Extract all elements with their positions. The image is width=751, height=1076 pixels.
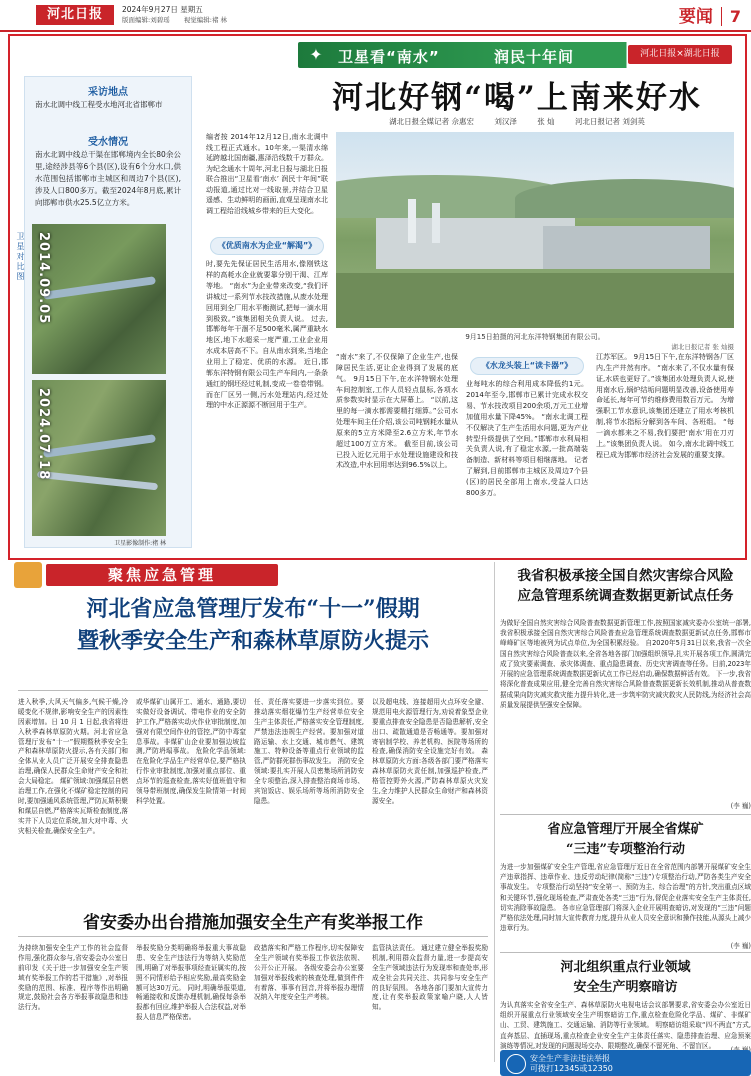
section-banner xyxy=(14,562,314,588)
article3-column-1: 为持续加强安全生产工作的社会监督作用,强化群众参与,省安委会办公室日前印发《关于进一步加强安全生产领域有奖举报工作的若干措施》,对举报奖励的范围、标准、程序等作出明确规定,鼓励社会各方举报事故隐患和违法行为。 xyxy=(18,944,128,1012)
section-title: 要闻 xyxy=(678,7,713,27)
masthead-editors xyxy=(122,15,239,24)
banner-emblem-icon xyxy=(14,562,42,588)
satellite-date-label-2: 2024.07.18 xyxy=(36,388,51,481)
sidebar-text-supply: 南水北调中线总干渠在邯郸境内全长80余公里,途经涉县等6个县(区),设有6个分水口,供水范围包括邯郸市主城区和周边7个县(区),涉及人口800多万。截至2024年8月底,累计向邯郸市供水25.5亿立方米。 xyxy=(35,150,181,207)
satellite-image-2014 xyxy=(32,224,166,374)
feature-column-b: “南水”来了,不仅保障了企业生产,也保障居民生活,更让企业得到了发展的底气。 9月15日下午,在水洋特钢水处理车间控制室,工作人员轻点鼠标,各项水质参数实时显示在大屏幕上。 “以前,这里的每一滴水都需要精打细算。”公司水处理车间主任介绍,该公司吨钢耗水量从原来的5立方米降至2.6立方米,年节水超过100万立方米。 截至目前,该公司已投入近亿元用于水处理设施建设和技术改造,中水回用率达到96.5%以上。 xyxy=(336,353,458,470)
feature-banner-right: 润民十年间 xyxy=(494,48,575,66)
byline-2: 刘汉泽 xyxy=(494,117,517,126)
newspaper-logo: 河北日报 xyxy=(36,5,114,25)
banner-ribbon xyxy=(46,564,278,586)
feature-photo-caption: 9月15日拍摄的河北东洋特钢集团有限公司。 xyxy=(465,333,605,341)
section-title-block xyxy=(679,2,741,27)
feature-column-c-text: 业每吨水的综合利用成本降低约1元。 2014年至今,邯郸市已累计完成水权交易、节水技改项目200余项,万元工业增加值用水量下降45%。 “南水北调工程不仅解决了生产生活用水问题,更为产业转型升级提供了空间。”邯郸市水利局相关负责人说,有了稳定水源,一批高端装备制造、新材料等项目相继落地。 记者了解到,目前邯郸市主城区及周边7个县(区)的居民全部用上南水,受益人口达800多万。 xyxy=(466,380,588,497)
megaphone-icon xyxy=(506,1054,526,1074)
right-divider-1 xyxy=(500,814,751,815)
byline-3: 张 灿 xyxy=(537,117,555,126)
byline-1: 湖北日报全媒记者 佘惠宏 xyxy=(389,117,474,126)
masthead-date: 2024年9月27日 星期五 xyxy=(122,5,203,14)
feature-photo xyxy=(336,132,734,328)
right-divider-2 xyxy=(500,952,751,953)
column-divider xyxy=(494,562,495,1062)
feature-byline xyxy=(298,116,736,127)
right-article3-headline-line2: 安全生产明察暗访 xyxy=(573,979,678,995)
feature-column-a xyxy=(206,232,328,544)
hotline-line2: 可拨打12345或12350 xyxy=(530,1064,613,1073)
feature-photo-credit: 湖北日报记者 张 灿摄 xyxy=(671,343,734,351)
feature-subhead-1: 《优质南水为企业“解渴”》 xyxy=(210,237,324,255)
right-article1-body: 为做好全国自然灾害综合风险普查数据更新管理工作,按照国家减灾委办公室统一部署,我省积极承接全国自然灾害综合风险普查应急管理系统调查数据更新试点任务,邯郸市峰峰矿区等地被列为试点单位,为全国积累经验。 自2020年5月31日以来,我省一次全国自然灾害综合风险普查以来,全省各地各部门加强组织领导,扎实开展各项工作,圆满完成了致灾要素调查、承灾体调查、重点隐患调查、历史灾害调查等任务。目前,2023年开展的应急管理系统调查数据更新试点工作已经启动,确保数据鲜活有效。 下一步,我省将深化普查成果应用,健全完善自然灾害综合风险普查数据更新长效机制,推动从普查数据成果向防灾减灾救灾能力提升转化,进一步筑牢防灾减灾救灾人民防线,为经济社会高质量发展提供坚强安全保障。 xyxy=(500,619,751,709)
right-article1-headline-line1: 我省积极承接全国自然灾害综合风险 xyxy=(517,568,734,584)
article2-headline-line2: 暨秋季安全生产和森林草原防火提示 xyxy=(76,627,429,654)
sidebar-text-location: 南水北调中线工程受水地河北省邯郸市 xyxy=(35,100,163,109)
right-article3-body: 为认真落实全省安全生产、森林草原防火电视电话会议部署要求,省安委会办公室近日组织开展重点行业领域安全生产明察暗访工作,重点检查危险化学品、煤矿、非煤矿山、工贸、建筑施工、交通运输、消防等行业领域。 明察暗访组采取“四不两直”方式,直奔基层、直插现场,重点检查企业安全生产主体责任落实、隐患排查治理、应急预案演练等情况,对发现的问题现场交办、限期整改,确保不留死角、不留盲区。 xyxy=(500,1001,751,1050)
right-article1-headline xyxy=(500,566,751,607)
page-number: 7 xyxy=(721,7,741,26)
visual-editor: 视觉编辑:褚 林 xyxy=(183,16,228,24)
feature-headline: 河北好钢“喝”上南来好水 xyxy=(332,80,702,116)
feature-column-a-text: 时,要先先保证居民生活用水,像刚铁这样的高耗水企业就要靠分别干渴、江库等地。 “南水”为企业带来改变,“我们评讲城过一系列节水技改措施,从废水处理回用到全厂用水平衡测试,把每一滴水用到极致。”该集团相关负责人说。 过去,邯郸每年干涸不足500毫米,属严重缺水地区,地下水超采一度严重,工业企业用水成本居高不下。自从南水到来,当地企业用上了稳定、优质的水源。 近日,邯郸东洋特钢有限公司生产车间内,一条条通红的钢坯经过轧制,变成一卷卷带钢。而在厂区另一侧,污水处理站内,经过处理的中水正源源不断回用于生产。 xyxy=(206,260,328,410)
right-article1-headline-line2: 应急管理系统调查数据更新试点任务 xyxy=(517,588,734,605)
satellite-image-pair xyxy=(32,224,166,536)
feature-banner-left: 卫星看“南水” xyxy=(338,48,440,66)
divider-2 xyxy=(18,936,488,937)
satellite-date-label-1: 2014.09.05 xyxy=(36,232,51,325)
right-article2-signature: (李 巍) xyxy=(730,942,751,950)
satellite-compare-tag: 卫星对比图 xyxy=(16,232,25,282)
right-article3-headline xyxy=(500,958,751,997)
emergency-management-section xyxy=(8,562,751,1073)
article3-column-3: 政措落实和严格工作程序,切实保障安全生产领域有奖举报工作依法依规、公开公正开展。 各级安委会办公室要加强对举报线索的核查处理,做到件件有着落、事事有回音,并将举报办理情况纳入年度安全生产考核。 xyxy=(254,944,364,1002)
article2-column-1: 进入秋季,大风天气偏多,气候干燥,冷暖变化不规律,影响安全生产的因素性因素增加。日 10 月 1 日起,我省将进入秋季森林草原防火期。河北省应急管理厅发布“十一”假期暨秋季安全生产和森林草原防火提示,各有关部门和全体从业人员广泛开展安全排查隐患治理,确保人民群众生命财产安全和社会大局稳定。 煤矿领域:加强煤层自燃治理工作,在强化不煤矿稳定控制的同时,要加强通风系统管理,严防瓦斯积聚和煤层自燃,严格落实瓦斯检查制度,落实井下人员定位系统,加大对中毒、火灾相关检查,确保安全生产。 xyxy=(18,698,128,835)
feature-subhead-2: 《水龙头装上“读卡器”》 xyxy=(470,357,584,375)
editor-note: 编者按 2014年12月12日,南水北调中线工程正式通水。10年来,一渠清水绵延跨越北国南疆,惠泽沿线数千万群众。为纪念通水十周年,河北日报与湖北日报联合推出“卫星看‘南水’ 润民十年间”联动报道,通过比对一线取景,并结合卫星遥感、生动鲜明的画面,直观呈现南水北调工程给沿线城乡带来的巨大变化。 xyxy=(206,133,328,215)
satellite-image-2024 xyxy=(32,380,166,536)
satellite-credit: 卫星影像制作:褚 林 xyxy=(114,540,166,547)
divider-1 xyxy=(18,690,488,691)
hotline-badge xyxy=(500,1050,751,1076)
page-editor: 版面编辑:刘碧瑶 xyxy=(122,16,170,24)
feature-article-box xyxy=(8,34,747,560)
sidebar-title-location: 采访地点 xyxy=(88,87,128,98)
hotline-line1: 安全生产非法违法举报 xyxy=(530,1054,610,1063)
right-article2-body: 为进一步加强煤矿安全生产管理,省应急管理厅近日在全省范围内部署开展煤矿安全生产违章指挥、违章作业、违反劳动纪律(简称“三违”)专项整治行动,严防各类生产安全事故发生。 专项整治行动坚持“安全第一、预防为主、综合治理”的方针,突出重点区域和关键环节,强化现场检查,严肃查处各类“三违”行为,督促企业落实安全生产主体责任,切实消除事故隐患。 各市应急管理部门将深入企业开展明查暗访,对发现的“三违”问题严格依法处理,同时加大宣传教育力度,提升从业人员安全意识和操作技能,从源头上减少违章行为。 xyxy=(500,863,751,933)
article2-column-4: 以及超电线、连接超用火点环安全避、规范用电火源管理行为,劝说着象型企业要重点排查安全隐患是否隐患解析,安全出口、疏散通道是否畅通等。要加强对寄宿制学校、养老机构、医院等场所的检查,确保消防安全设施完好有效。 森林草原防火方面:各级各部门要严格落实森林草原防火责任制,加强巡护检查,严格管控野外火源,严防森林草原火灾发生,全力维护人民群众生命财产和森林资源安全。 xyxy=(372,698,488,805)
article2-column-3: 任、责任落实要进一步落实到位。要推动落实烟花爆竹生产经营单位安全生产主体责任,严格落实安全管理制度,严禁违法违规生产经营。要加强对道路运输、水上交通、城市燃气、建筑施工、特种设备等重点行业领域的监管,严防群死群伤事故发生。 消防安全领域:要扎实开展人员密集场所消防安全专项整治,深入排查整治商场市场、宾馆饭店、娱乐场所等场所消防安全隐患。 xyxy=(254,698,364,805)
banner-label: 聚焦应急管理 xyxy=(107,566,216,584)
article2-headline-line1: 河北省应急管理厅发布“十一”假期 xyxy=(86,596,420,622)
article2-headline xyxy=(18,594,488,658)
masthead xyxy=(0,0,751,32)
article2-column-2: 或华煤矿山属开工、通水、通路,要切实做好设备调试、带电作业的安全防护工作,严格落实动火作业审批制度,加强对有限空间作业的管控,严防中毒窒息事故。非煤矿山企业要加强边坡监测,严防坍塌事故。 危险化学品领域:在危险化学品生产经营单位,要严格执行作业审批制度,加强对重点部位、重点环节的巡查检查,落实好值班值守和领导带班制度,确保发生险情第一时间科学处置。 xyxy=(136,698,246,805)
article3-headline: 省安委办出台措施加强安全生产有奖举报工作 xyxy=(83,913,423,933)
right-article2-headline-line2: “三违”专项整治行动 xyxy=(566,841,685,857)
right-article1-signature: (李 巍) xyxy=(730,802,751,810)
right-article3-headline-line1: 河北组织重点行业领域 xyxy=(560,960,691,975)
byline-4: 河北日报记者 刘剑英 xyxy=(575,117,645,126)
feature-banner-logo: 河北日报×湖北日报 xyxy=(628,45,732,64)
feature-banner xyxy=(298,42,736,68)
article3-column-4: 监管执法责任。 通过建立健全举报奖励机制,利用群众监督力量,进一步提高安全生产领域违法行为发现率和查处率,形成全社会共同关注、共同参与安全生产的良好氛围。 各地各部门要加大宣传力度,让有奖举报政策家喻户晓,人人皆知。 xyxy=(372,944,488,1012)
right-article2-headline-line1: 省应急管理厅开展全省煤矿 xyxy=(547,822,704,837)
article3-column-2: 举报奖励分类明确将举报重大事故隐患、安全生产违法行为等纳入奖励范围,明确了对举报事项经查证属实的,按照不同情形给予相应奖励,最高奖励金额可达30万元。 同时,明确举报渠道,畅通接收和反馈办理机制,确保每条举报都有回应,维护举报人合法权益,对举报人信息严格保密。 xyxy=(136,944,246,1022)
right-article2-headline xyxy=(500,820,751,859)
satellite-icon: ✦ xyxy=(309,45,323,64)
feature-column-c xyxy=(466,352,588,544)
feature-column-d: 江苏军区。 9月15日下午,在东洋特钢各厂区内,生产井然有序。 “南水来了,不仅水量有保证,水质也更好了。”该集团水处理负责人说,使用南水后,锅炉结垢问题明显改善,设备使用寿命延长,每年可节约维修费用数百万元。 为增强职工节水意识,该集团还建立了用水考核机制,将节水指标分解到各车间、各班组。 “每一滴水都来之不易,我们要把‘南水’用在刀刃上。”该集团负责人说。 如今,南水北调中线工程已成为邯郸市经济社会发展的重要支撑。 xyxy=(596,353,734,459)
sidebar-title-supply: 受水情况 xyxy=(88,137,128,148)
